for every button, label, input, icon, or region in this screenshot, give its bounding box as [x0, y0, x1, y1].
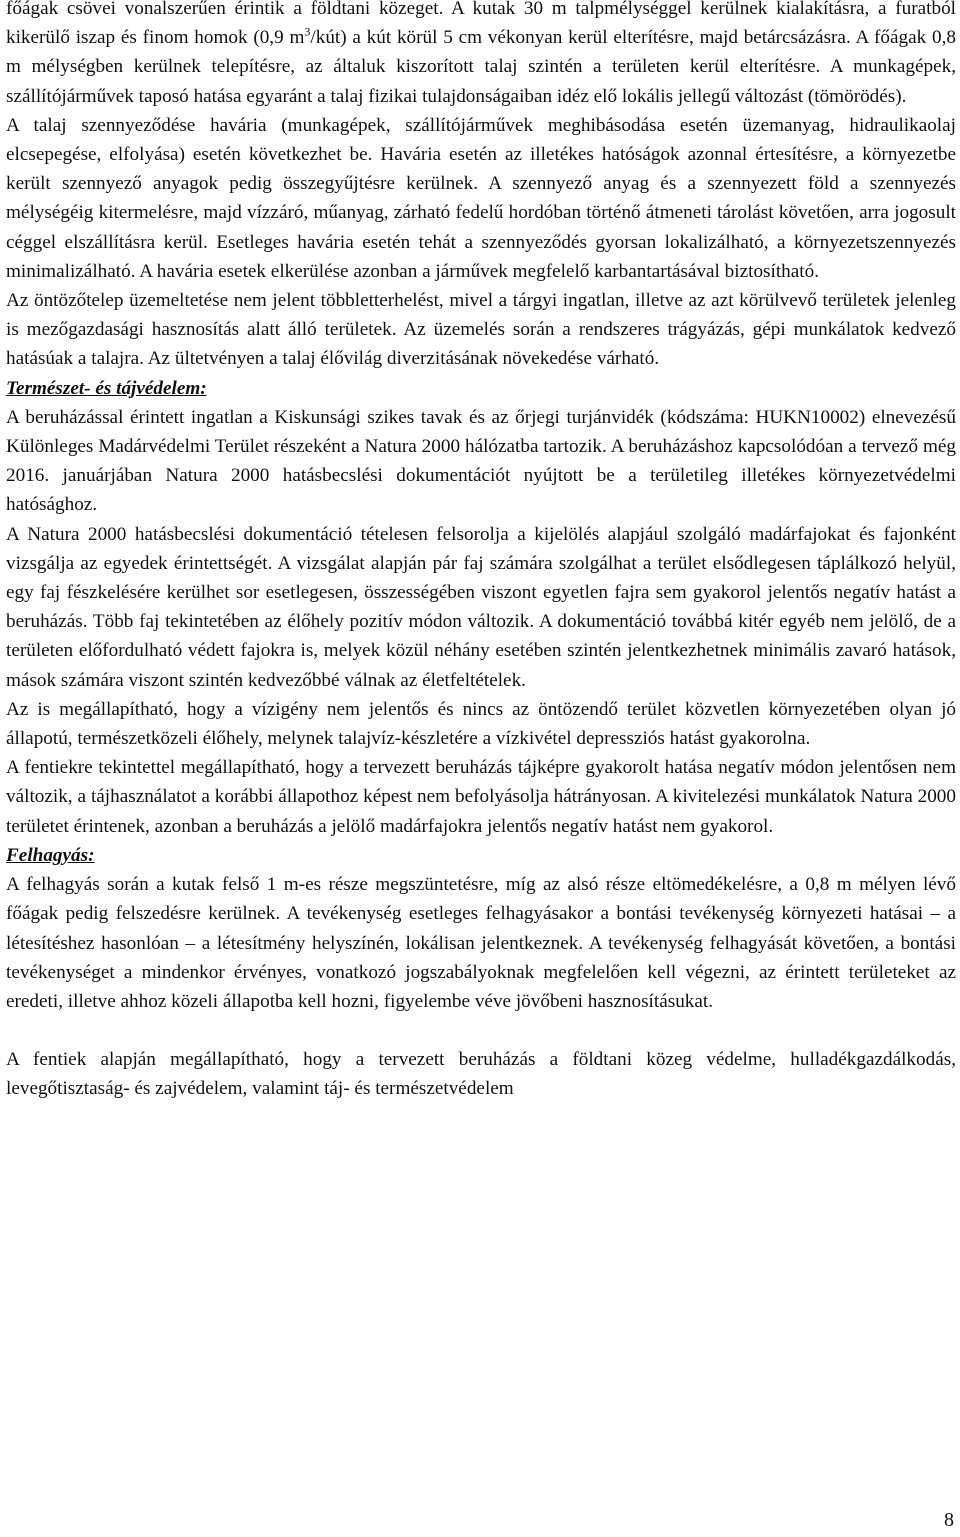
page-number: 8: [944, 1509, 954, 1531]
paragraph-natura-assessment: A Natura 2000 hatásbecslési dokumentáció tételesen felsorolja a kijelölés alapjául szolgáló madárfajokat és fajonként vizsgálja az egyedek érintettségét. A vizsgálat alapján pár faj számára szolgálhat a terület elsődlegesen táplálkozó helyül, egy faj fészkelésére kerülhet sor esetlegesen, összességében viszont egyetlen fajra sem gyakorol jelentős negatív hatást a beruházás. Több faj tekintetében az élőhely pozitív módon változik. A dokumentáció továbbá kitér egyéb nem jelölő, de a területen előfordulható védett fajokra is, melyek közül néhány esetében szintén jelentkezhetnek minimális zavaró hatások, mások számára viszont szintén kedvezőbbé válnak az életfeltételek.: [6, 523, 956, 691]
section-heading-nature-protection: Természet- és tájvédelem:: [6, 377, 207, 399]
cubic-superscript: 3: [304, 24, 311, 39]
paragraph-soil-impact-text: főágak csövei vonalszerűen érintik a földtani közeget. A kutak 30 m talpmélységgel kerülnek kialakításra, a furatból kikerülő iszap és finom homok (0,9 m: [6, 0, 956, 49]
paragraph-decommissioning: A felhagyás során a kutak felső 1 m-es része megszüntetésre, míg az alsó része eltömedékelésre, a 0,8 m mélyen lévő főágak pedig felszedésre kerülnek. A tevékenység esetleges felhagyásakor a bontási tevékenység környezeti hatásai – a létesítéshez hasonlóan – a létesítmény helyszínén, lokálisan jelentkeznek. A tevékenység felhagyását követően, a bontási tevékenységet a mindenkor érvényes, vonatkozó jogszabályoknak megfelelően kell végezni, az érintett területeket az eredeti, illetve ahhoz közeli állapotba kell hozni, figyelembe véve jövőbeni hasznosításukat.: [6, 874, 956, 1012]
paragraph-landscape-conclusion: A fentiekre tekintettel megállapítható, hogy a tervezett beruházás tájképre gyakorolt hatása negatív módon jelentősen nem változik, a tájhasználatot a korábbi állapothoz képest nem befolyásolja hátrányosan. A kivitelezési munkálatok Natura 2000 területet érintenek, azonban a beruházás a jelölő madárfajokra jelentős negatív hatást nem gyakorol.: [6, 757, 956, 837]
paragraph-natura-site: A beruházással érintett ingatlan a Kiskunsági szikes tavak és az őrjegi turjánvidék (kódszáma: HUKN10002) elnevezésű Különleges Madárvédelmi Terület részeként a Natura 2000 hálózatba tartozik. A beruházáshoz kapcsolódóan a tervező még 2016. januárjában Natura 2000 hatásbecslési dokumentációt nyújtott be a területileg illetékes környezetvédelmi hatósághoz.: [6, 406, 956, 516]
paragraph-soil-impact-continued: /kút) a kút körül 5 cm vékonyan kerül elterítésre, majd betárcsázásra. A főágak 0,8 m mélységben kerülnek telepítésre, az általuk kiszorított talaj szintén a területen kerül elterítésre. A munkagépek, szállítójárművek taposó hatása egyaránt a talaj fizikai tulajdonságaiban idéz elő lokális jellegű változást (tömörödés).: [6, 27, 956, 107]
paragraph-contamination: A talaj szennyeződése havária (munkagépek, szállítójárművek meghibásodása esetén üzemanyag, hidraulikaolaj elcsepegése, elfolyása) esetén következhet be. Havária esetén az illetékes hatóságok azonnal értesítésre, a környezetbe került szennyező anyagok pedig összegyűjtésre kerülnek. A szennyező anyag és a szennyezett föld a szennyezés mélységéig kitermelésre, majd vízzáró, műanyag, zárható fedelű hordóban történő átmeneti tárolást követően, arra jogosult céggel elszállításra kerül. Esetleges havária esetén tehát a szennyeződés gyorsan lokalizálható, a környezetszennyezés minimalizálható. A havária esetek elkerülése azonban a járművek megfelelő karbantartásával biztosítható.: [6, 114, 956, 282]
section-heading-decommissioning: Felhagyás:: [6, 844, 95, 866]
paragraph-soil-impact: [6, 0, 956, 111]
paragraph-summary: A fentiek alapján megállapítható, hogy a tervezett beruházás a földtani közeg védelme, hulladékgazdálkodás, levegőtisztaság- és zajvédelem, valamint táj- és természetvédelem: [6, 1049, 956, 1100]
paragraph-irrigation-operation: Az öntözőtelep üzemeltetése nem jelent többletterhelést, mivel a tárgyi ingatlan, illetve az azt körülvevő területek jelenleg is mezőgazdasági hasznosítás alatt álló területek. Az üzemelés során a rendszeres trágyázás, gépi munkálatok kedvező hatásúak a talajra. Az ültetvényen a talaj élővilág diverzitásának növekedése várható.: [6, 290, 956, 370]
paragraph-gap: [6, 1016, 956, 1045]
paragraph-water-demand: Az is megállapítható, hogy a vízigény nem jelentős és nincs az öntözendő terület közvetlen környezetében olyan jó állapotú, természetközeli élőhely, melynek talajvíz-készletére a vízkivétel depressziós hatást gyakorolna.: [6, 698, 956, 750]
document-page: [6, 0, 956, 1104]
